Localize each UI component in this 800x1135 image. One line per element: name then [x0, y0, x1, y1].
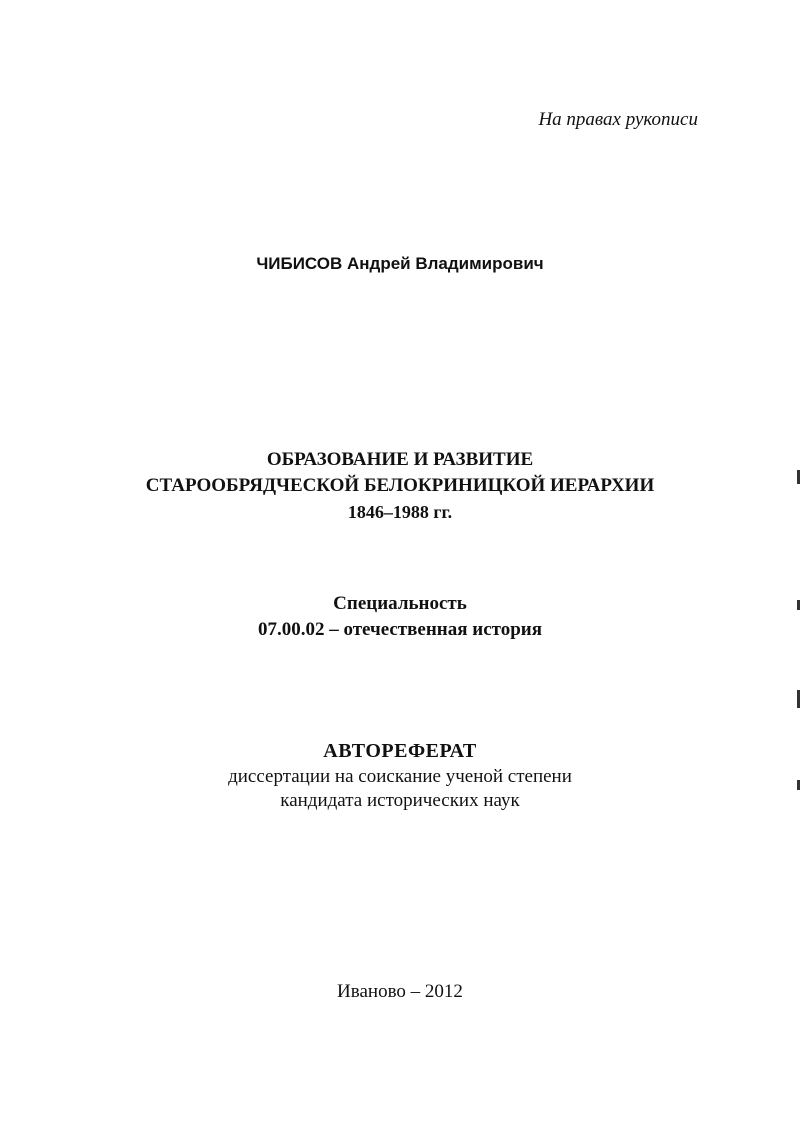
specialty-label: Специальность	[333, 593, 467, 614]
dissertation-title	[0, 447, 800, 525]
title-years: 1846–1988 гг.	[347, 502, 453, 522]
rights-note: На правах рукописи	[538, 109, 698, 130]
abstract-line-1: диссертации на соискание ученой степени	[228, 766, 572, 787]
abstract-line-2: кандидата исторических наук	[280, 790, 520, 811]
abstract-heading: АВТОРЕФЕРАТ	[323, 740, 477, 762]
title-line-1: ОБРАЗОВАНИЕ И РАЗВИТИЕ	[266, 449, 534, 470]
specialty-code: 07.00.02 – отечественная история	[257, 619, 543, 640]
city-year: Иваново – 2012	[337, 981, 463, 1002]
author-name: ЧИБИСОВ Андрей Владимирович	[256, 254, 544, 273]
title-line-2: СТАРООБРЯДЧЕСКОЙ БЕЛОКРИНИЦКОЙ ИЕРАРХИИ	[145, 475, 655, 496]
specialty-block	[0, 591, 800, 643]
abstract-block	[0, 737, 800, 813]
